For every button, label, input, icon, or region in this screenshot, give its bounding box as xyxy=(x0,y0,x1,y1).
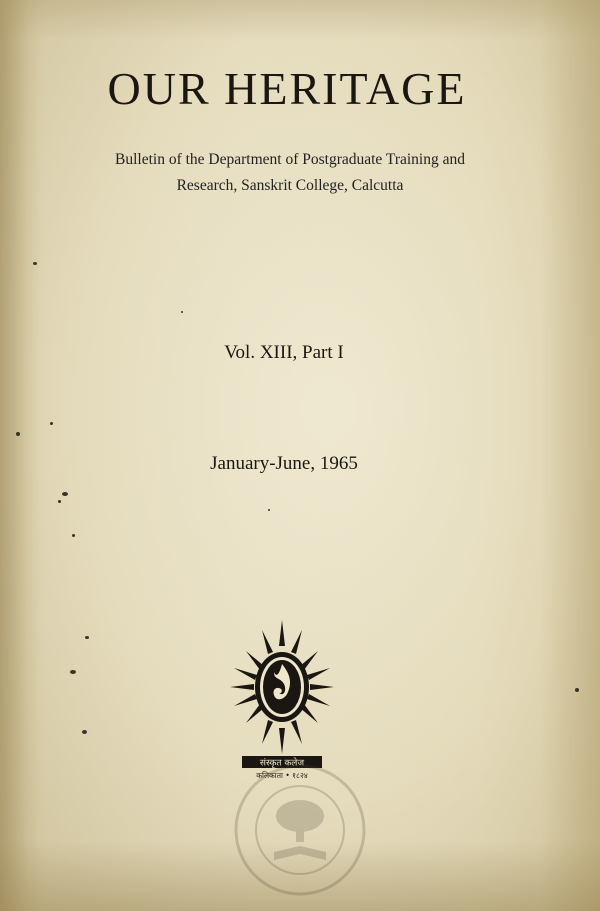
paper-speck xyxy=(85,636,89,639)
journal-title: OUR HERITAGE xyxy=(107,63,467,114)
paper-speck xyxy=(33,262,37,265)
issue-date: January-June, 1965 xyxy=(210,453,358,474)
emblem-caption-line-2: कलिकाता • १८२४ xyxy=(256,771,308,780)
paper-speck xyxy=(70,670,76,674)
subtitle-line-1: Bulletin of the Department of Postgraduate Training and xyxy=(115,151,465,168)
paper-speck xyxy=(16,432,20,436)
paper-speck xyxy=(72,534,75,537)
paper-speck xyxy=(58,500,61,503)
paper-speck xyxy=(268,509,270,511)
journal-subtitle xyxy=(50,147,530,199)
paper-speck xyxy=(575,688,579,692)
emblem-caption-line-1: संस्कृत कलेज xyxy=(259,758,305,769)
paper-speck xyxy=(62,492,68,496)
paper-stain-top xyxy=(0,0,600,40)
subtitle-line-2: Research, Sanskrit College, Calcutta xyxy=(176,177,404,194)
library-seal-watermark-icon xyxy=(230,760,370,900)
volume-number: Vol. XIII, Part I xyxy=(224,342,344,363)
paper-speck xyxy=(82,730,87,734)
paper-speck xyxy=(181,311,183,313)
sanskrit-college-emblem-icon xyxy=(230,620,334,780)
paper-speck xyxy=(50,422,53,425)
